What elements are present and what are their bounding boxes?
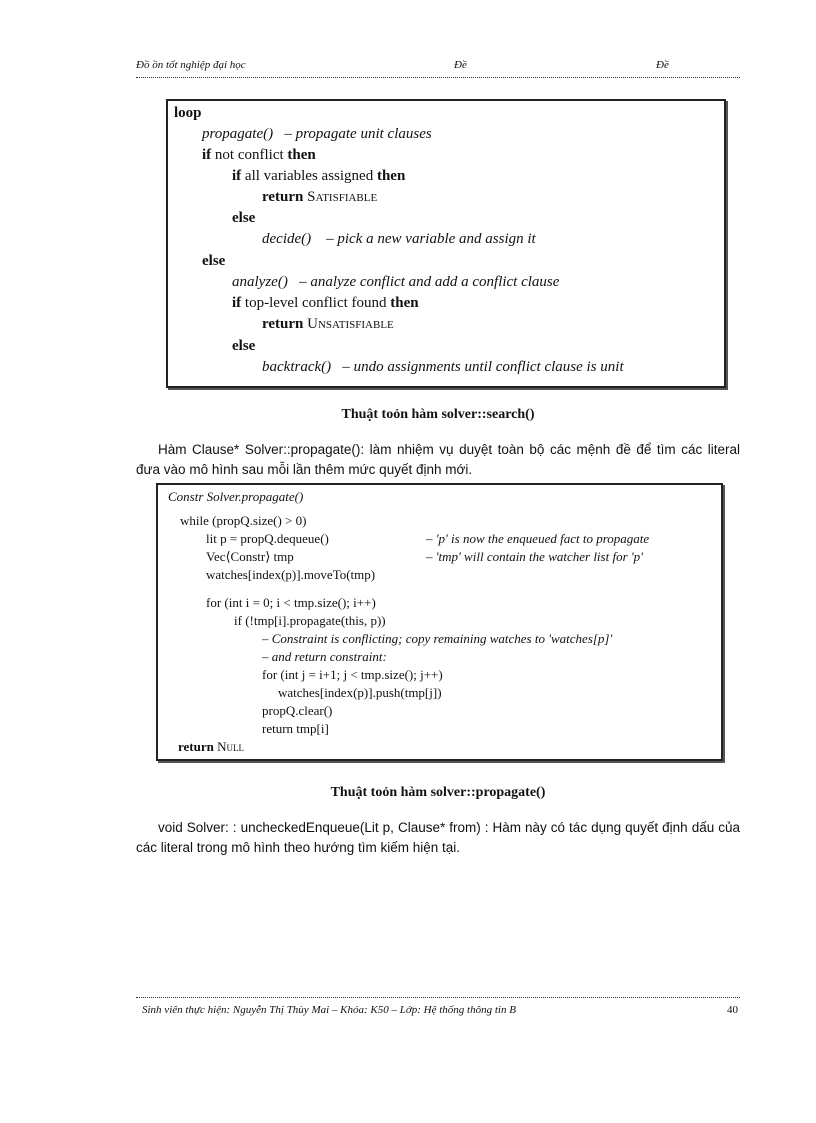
code-line: if (!tmp[i].propagate(this, p)) xyxy=(234,613,386,628)
code-line: propQ.clear() xyxy=(262,703,333,718)
header-right-text: Đề xyxy=(656,59,669,71)
page-footer xyxy=(136,997,740,1020)
algo-line: loop xyxy=(174,105,202,121)
algorithm-search-box xyxy=(166,99,726,388)
code-line: for (int j = i+1; j < tmp.size(); j++) xyxy=(262,667,443,682)
algo-line: else xyxy=(202,253,226,269)
page-number: 40 xyxy=(727,1004,738,1016)
code-line: watches[index(p)].push(tmp[j]) xyxy=(278,685,442,700)
code-comment: – Constraint is conflicting; copy remaining watches to 'watches[p]' xyxy=(262,631,613,646)
algo-line: backtrack() – undo assignments until conflict clause is unit xyxy=(262,359,624,375)
code-line: Constr Solver.propagate() xyxy=(168,489,304,504)
code-comment: – 'p' is now the enqueued fact to propagate xyxy=(426,531,650,546)
paragraph-propagate: Hàm Clause* Solver::propagate(): làm nhiệm vụ duyệt toàn bộ các mệnh đề để tìm các literal đưa vào mô hình sau mỗi lần thêm mức quyết định mới. xyxy=(136,442,740,477)
algo-line: if not conflict then xyxy=(202,147,316,163)
footer-text: Sinh viên thực hiện: Nguyễn Thị Thùy Mai – Khóa: K50 – Lớp: Hệ thống thông tin B xyxy=(142,1004,516,1016)
code-line: lit p = propQ.dequeue() xyxy=(206,531,329,546)
code-comment: – 'tmp' will contain the watcher list for 'p' xyxy=(426,549,643,564)
code-line: return tmp[i] xyxy=(262,721,329,736)
algo-line: if top-level conflict found then xyxy=(232,295,419,311)
algo-line: if all variables assigned then xyxy=(232,168,406,184)
code-line: for (int i = 0; i < tmp.size(); i++) xyxy=(206,595,376,610)
algo-line: else xyxy=(232,210,256,226)
page-header xyxy=(136,57,740,78)
header-center-text: Đề xyxy=(454,59,467,71)
caption-search: Thuật toỏn hàm solver::search() xyxy=(341,407,535,422)
algo-line: return Satisfiable xyxy=(262,189,378,205)
algo-line: analyze() – analyze conflict and add a conflict clause xyxy=(232,274,560,290)
caption-propagate: Thuật toỏn hàm solver::propagate() xyxy=(330,785,546,800)
code-comment: – and return constraint: xyxy=(262,649,387,664)
code-line: return Null xyxy=(178,739,245,754)
header-left-text: Đồ ồn tốt nghiệp đại học xyxy=(136,59,246,71)
code-line: while (propQ.size() > 0) xyxy=(180,513,307,528)
code-line: watches[index(p)].moveTo(tmp) xyxy=(206,567,376,582)
algo-line: else xyxy=(232,338,256,354)
algo-line: return Unsatisfiable xyxy=(262,316,394,332)
paragraph-enqueue: void Solver: : uncheckedEnqueue(Lit p, Clause* from) : Hàm này có tác dụng quyết định dấu của các literal trong mô hình theo hướng tìm kiếm hiện tại. xyxy=(136,820,740,855)
code-line: Vec⟨Constr⟩ tmp xyxy=(206,549,294,564)
algo-line: decide() – pick a new variable and assign it xyxy=(262,231,536,247)
algorithm-propagate-box xyxy=(156,483,723,761)
algo-line: propagate() – propagate unit clauses xyxy=(202,126,432,142)
